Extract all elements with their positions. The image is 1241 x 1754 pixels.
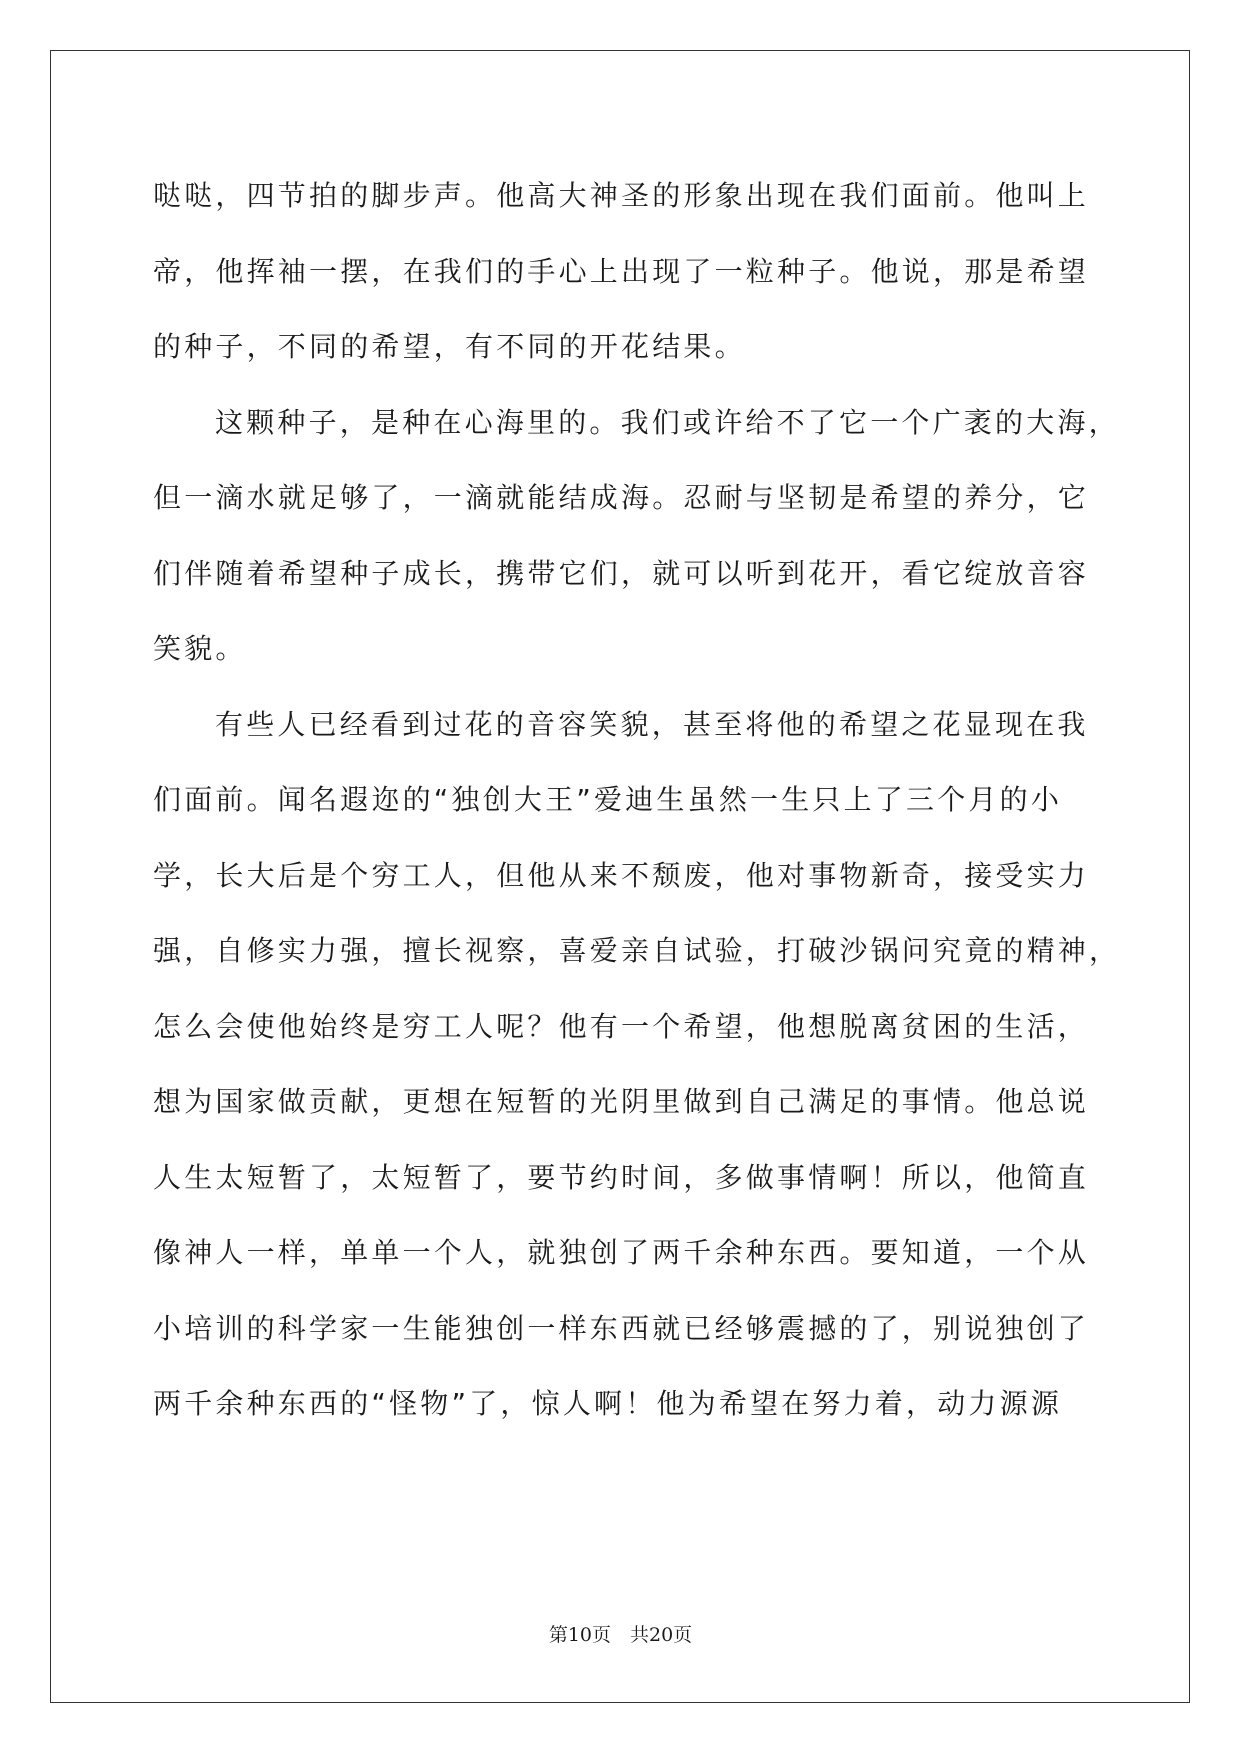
text-line-10: 学，长大后是个穷工人，但他从来不颓废，他对事物新奇，接受实力: [153, 858, 1090, 892]
text-line-1: 哒哒，四节拍的脚步声。他高大神圣的形象出现在我们面前。他叫上: [153, 179, 1090, 212]
text-line-8: 有些人已经看到过花的音容笑貌，甚至将他的希望之花显现在我: [215, 707, 1089, 741]
text-line-2: 帝，他挥袖一摆，在我们的手心上出现了一粒种子。他说，那是希望: [153, 254, 1090, 288]
text-line-6: 们伴随着希望种子成长，携带它们，就可以听到花开，看它绽放音容: [153, 556, 1090, 590]
text-line-14: 人生太短暂了，太短暂了，要节约时间，多做事情啊！所以，他简直: [153, 1160, 1090, 1194]
text-line-11: 强，自修实力强，擅长视察，喜爱亲自试验，打破沙锅问究竟的精神，: [153, 934, 1121, 967]
text-line-7: 笑貌。: [153, 632, 247, 665]
text-line-13: 想为国家做贡献，更想在短暂的光阴里做到自己满足的事情。他总说: [153, 1085, 1090, 1118]
text-line-3: 的种子，不同的希望，有不同的开花结果。: [153, 330, 746, 363]
text-line-17: 两千余种东西的“怪物”了，惊人啊！他为希望在努力着，动力源源: [153, 1387, 1063, 1420]
text-line-15: 像神人一样，单单一个人，就独创了两千余种东西。要知道，一个从: [153, 1236, 1090, 1269]
text-line-9: 们面前。闻名遐迩的“独创大王”爱迪生虽然一生只上了三个月的小: [153, 783, 1063, 816]
document-body: [153, 158, 1121, 1442]
text-line-5: 但一滴水就足够了，一滴就能结成海。忍耐与坚韧是希望的养分，它: [153, 481, 1090, 514]
text-line-16: 小培训的科学家一生能独创一样东西就已经够震撼的了，别说独创了: [153, 1311, 1090, 1345]
page-number: 第10页 共20页: [548, 1624, 693, 1646]
text-line-4: 这颗种子，是种在心海里的。我们或许给不了它一个广袤的大海，: [215, 405, 1120, 439]
text-line-12: 怎么会使他始终是穷工人呢？他有一个希望，他想脱离贫困的生活，: [153, 1009, 1090, 1043]
